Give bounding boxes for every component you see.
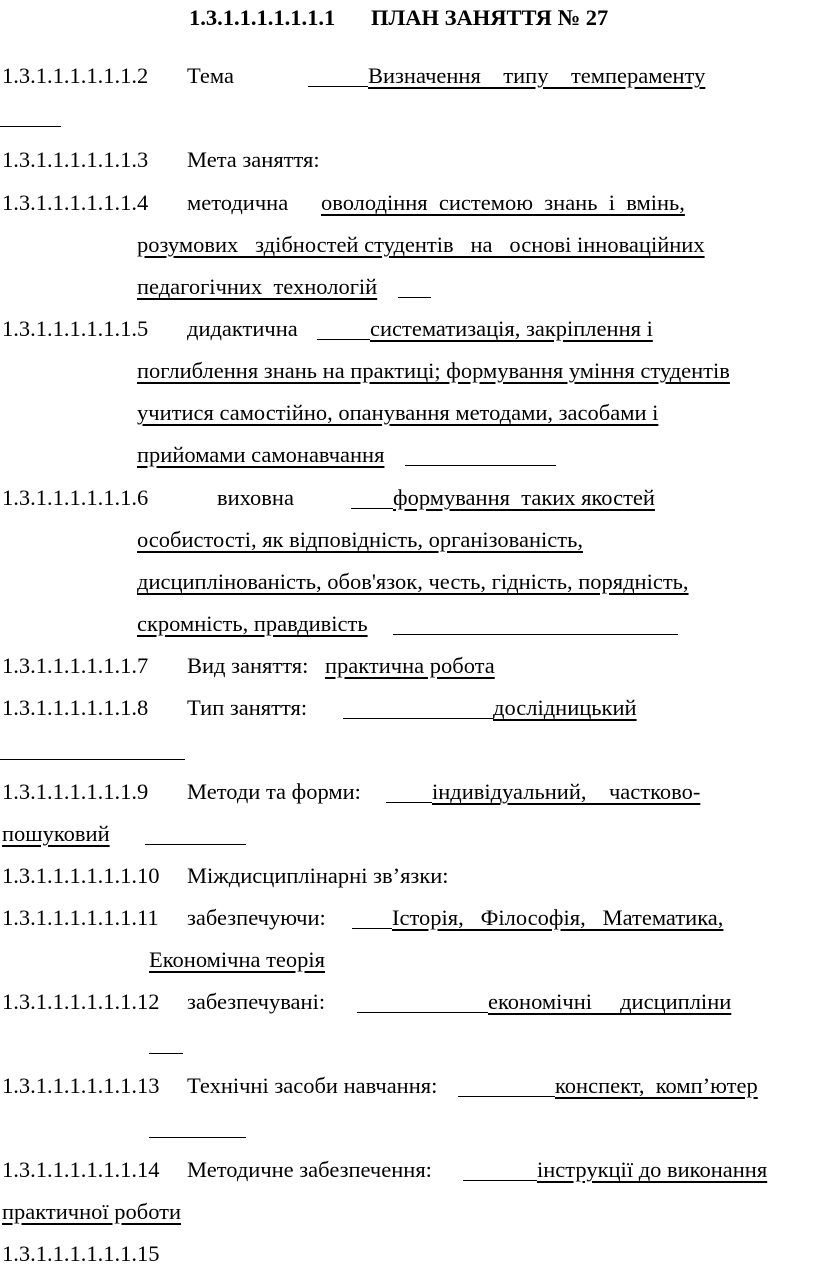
item-number: 1.3.1.1.1.1.1.1.15: [2, 1241, 160, 1266]
providing-value-cont: Економічна теорія: [149, 947, 326, 972]
providing-value: Історія, Філософія, Математика,: [392, 905, 724, 930]
underline-blank: [149, 1053, 183, 1054]
item-number: 1.3.1.1.1.1.1.1.3: [2, 147, 149, 172]
item-number: 1.3.1.1.1.1.1.1.12: [2, 989, 160, 1014]
educational-text-line: формування таких якостей: [393, 485, 655, 510]
item-number: 1.3.1.1.1.1.1.1.5: [2, 316, 149, 341]
plan-title-number: 1.3.1.1.1.1.1.1.1: [189, 5, 336, 30]
educational-label: виховна: [217, 485, 294, 510]
underline-blank: [317, 339, 370, 340]
underline-blank: [149, 1137, 246, 1138]
method-support-label: Методичне забезпечення:: [187, 1157, 432, 1182]
item-number: 1.3.1.1.1.1.1.1.2: [2, 63, 149, 88]
underline-blank: [308, 86, 368, 87]
topic-label: Тема: [187, 63, 234, 88]
methodical-text-line: розумових здібностей студентів на основі інноваційних: [137, 232, 705, 257]
interdisciplinary-label: Міждисциплінарні зв’язки:: [187, 863, 449, 888]
underline-blank: [386, 802, 432, 803]
methodical-text-line: оволодіння системою знань і вмінь,: [321, 190, 685, 215]
provided-label: забезпечувані:: [187, 989, 326, 1014]
lesson-kind-label: Вид заняття:: [187, 653, 309, 678]
item-number: 1.3.1.1.1.1.1.1.4: [2, 190, 149, 215]
underline-blank: [463, 1180, 537, 1181]
plan-title: ПЛАН ЗАНЯТТЯ № 27: [371, 5, 609, 30]
underline-blank: [0, 759, 185, 760]
methodical-label: методична: [187, 190, 289, 215]
methods-value-cont: пошуковий: [2, 821, 110, 846]
underline-blank: [393, 634, 678, 635]
lesson-type-label: Тип заняття:: [187, 695, 308, 720]
methods-value: індивідуальний, частково-: [432, 779, 701, 804]
item-number: 1.3.1.1.1.1.1.1.6: [2, 485, 149, 510]
educational-text-line: дисциплінованість, обов'язок, честь, гідність, порядність,: [137, 569, 689, 594]
goal-label: Мета заняття:: [187, 147, 320, 172]
didactic-text-line: поглиблення знань на практиці; формування уміння студентів: [137, 358, 730, 383]
item-number: 1.3.1.1.1.1.1.1.11: [2, 905, 159, 930]
underline-blank: [398, 297, 431, 298]
methods-label: Методи та форми:: [187, 779, 361, 804]
underline-blank: [352, 928, 392, 929]
item-number: 1.3.1.1.1.1.1.1.10: [2, 863, 160, 888]
underline-blank: [405, 465, 556, 466]
item-number: 1.3.1.1.1.1.1.1.7: [2, 653, 149, 678]
underline-blank: [458, 1096, 555, 1097]
didactic-text-line: прийомами самонавчання: [137, 442, 385, 467]
underline-blank: [351, 508, 393, 509]
underline-blank: [0, 126, 61, 127]
educational-text-line: скромність, правдивість: [137, 611, 368, 636]
item-number: 1.3.1.1.1.1.1.1.8: [2, 695, 149, 720]
didactic-text-line: учитися самостійно, опанування методами, засобами і: [137, 400, 659, 425]
underline-blank: [357, 1012, 488, 1013]
provided-value: економічні дисципліни: [488, 989, 732, 1014]
providing-label: забезпечуючи:: [187, 905, 326, 930]
underline-blank: [145, 844, 246, 845]
didactic-label: дидактична: [187, 316, 298, 341]
lesson-kind-value: практична робота: [325, 653, 495, 678]
item-number: 1.3.1.1.1.1.1.1.14: [2, 1157, 160, 1182]
tech-means-label: Технічні засоби навчання:: [187, 1073, 438, 1098]
underline-blank: [343, 718, 493, 719]
methodical-text-line: педагогічних технологій: [137, 274, 378, 299]
method-support-value-cont: практичної роботи: [2, 1199, 182, 1224]
method-support-value: інструкції до виконання: [537, 1157, 768, 1182]
educational-text-line: особистості, як відповідність, організованість,: [137, 527, 583, 552]
topic-value: Визначення типу темпераменту: [368, 63, 706, 88]
tech-means-value: конспект, комп’ютер: [555, 1073, 758, 1098]
item-number: 1.3.1.1.1.1.1.1.9: [2, 779, 149, 804]
item-number: 1.3.1.1.1.1.1.1.13: [2, 1073, 160, 1098]
didactic-text-line: систематизація, закріплення і: [370, 316, 653, 341]
lesson-type-value: дослідницький: [493, 695, 637, 720]
